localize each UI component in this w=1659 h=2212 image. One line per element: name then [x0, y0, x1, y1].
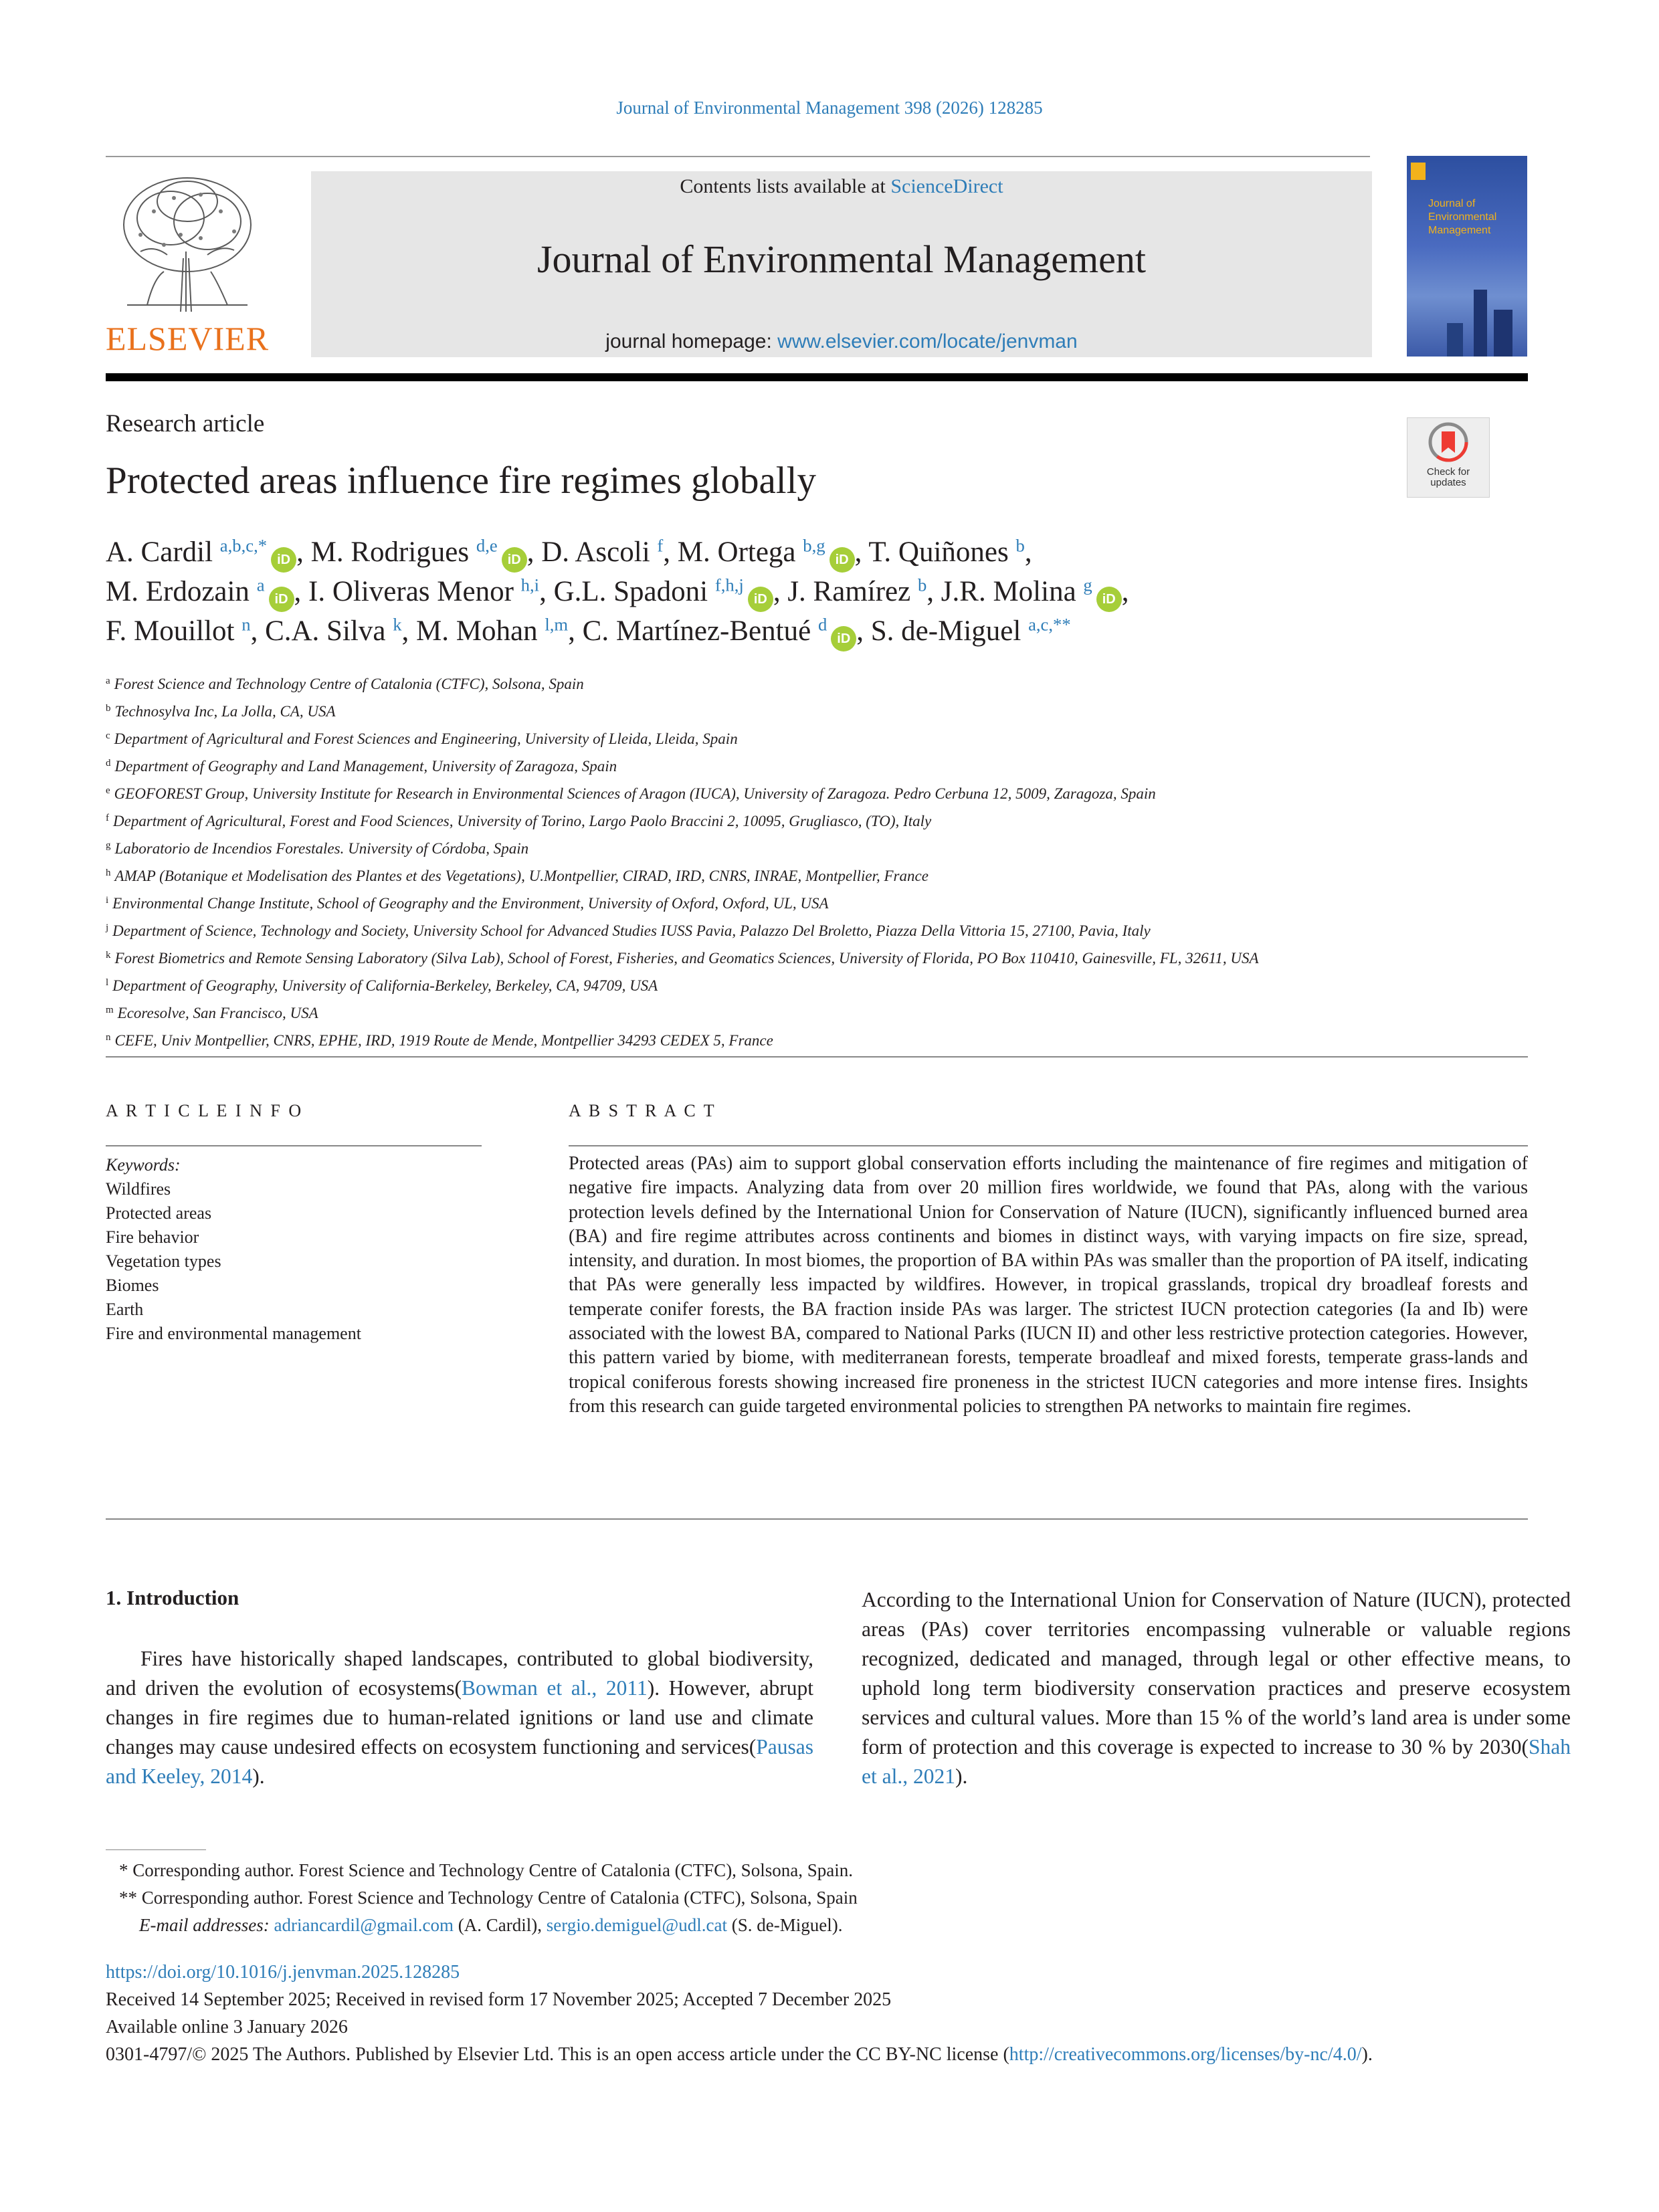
author-affiliation-marks[interactable]: b — [917, 575, 927, 595]
available-online: Available online 3 January 2026 — [106, 2017, 348, 2037]
orcid-icon[interactable]: iD — [1096, 587, 1122, 612]
affiliation — [106, 669, 1531, 696]
email-link[interactable]: sergio.demiguel@udl.cat — [546, 1915, 728, 1935]
elsevier-tree-icon — [100, 171, 274, 318]
affiliation-key: d — [106, 758, 111, 769]
keyword: Vegetation types — [106, 1251, 221, 1271]
orcid-icon[interactable]: iD — [831, 626, 856, 651]
affiliation — [106, 1025, 1531, 1053]
affiliation — [106, 916, 1531, 943]
intro-text: ). However, abrupt changes in fire regimes due to human-related ignitions or land use and climate changes may cause undesired effects on ecosystem functioning and services( — [106, 1676, 813, 1758]
affiliation-text: CEFE, Univ Montpellier, CNRS, EPHE, IRD, 1919 Route de Mende, Montpellier 34293 CEDEX 5, France — [114, 1032, 773, 1049]
author-name[interactable]: J. Ramírez — [787, 576, 911, 607]
affiliation-text: Department of Agricultural and Forest Sciences and Engineering, University of Lleida, Lleida, Spain — [114, 730, 738, 747]
author-name[interactable]: G.L. Spadoni — [553, 576, 708, 607]
author-list: A. Cardil $^{a,b,c,*}$iD , M. Rodrigues $^{d,e}$iD , D. Ascoli $^f$, M. Ortega $^{b,g}$iD , T. Quiñones $^b$, M. Erdozain $^a$iD , I. Oliveras Menor $^{h,i}$, G.L. Spadoni $^{f,h,j}$iD , J. Ramírez $^b$, J.R. Molina $^g$iD , F. Mouillot $^n$, C.A. Silva $^k$, M. Mohan $^{l,m}$, C. Martínez-Bentué $^d$iD , S. de-Miguel $^{a,c,**}$ — [106, 533, 1537, 651]
license-line — [106, 2041, 1531, 2068]
journal-title: Journal of Environmental Management — [536, 237, 1147, 281]
affiliation — [106, 943, 1531, 971]
abstract-text: Protected areas (PAs) aim to support global conservation efforts including the maintenance of fire regimes and mitigation of negative fire impacts. Analyzing data from over 20 million fires worldwide, we found that PAs, along with the various protection levels defined by the International Union for Conservation of Nature (IUCN), significantly influenced burned area (BA) and fire regime attributes across continents and biomes in distinct ways, with varying impacts on fire size, spread, intensity, and duration. In most biomes, the proportion of BA within PAs was smaller than the proportion of PA itself, indicating that PAs were generally less impacted by wildfires. However, in tropical grasslands, tropical dry broadleaf forests and temperate conifer forests, the BA fraction inside PAs was larger. The strictest IUCN protection categories (Ia and Ib) were associated with the lowest BA, compared to National Parks (IUCN II) and other less restrictive protection categories. However, this pattern varied by biome, with mediterranean forests, temperate broadleaf and mixed forests, temperate grass-lands and tropical coniferous forests showing increased fire proneness in the strictest IUCN categories and more intense fires. Insights from this research can guide targeted environmental policies to strengthen PA networks to maintain fire regimes. — [569, 1153, 1528, 1417]
author-name[interactable]: S. de-Miguel — [870, 615, 1021, 647]
contents-line — [311, 175, 1372, 198]
keywords-block — [106, 1153, 361, 1346]
orcid-icon[interactable]: iD — [830, 547, 855, 573]
homepage-line — [311, 330, 1372, 353]
author-name[interactable]: M. Mohan — [416, 615, 538, 647]
keyword: Fire and environmental management — [106, 1324, 361, 1343]
keywords-label: Keywords: — [106, 1155, 181, 1175]
keyword: Earth — [106, 1300, 144, 1319]
author-name[interactable]: M. Erdozain — [106, 576, 250, 607]
author-affiliation-marks[interactable]: b — [1015, 535, 1025, 556]
orcid-icon[interactable]: iD — [271, 547, 296, 573]
author-affiliation-marks[interactable]: a,b,c,* — [219, 535, 268, 556]
keyword: Wildfires — [106, 1179, 171, 1199]
intro-text: ). — [955, 1765, 968, 1788]
section-heading-introduction: 1. Introduction — [106, 1586, 239, 1609]
author-affiliation-marks[interactable]: f — [657, 535, 664, 556]
keyword: Biomes — [106, 1276, 159, 1295]
author-name[interactable]: T. Quiñones — [868, 536, 1009, 568]
affiliation-text: Department of Agricultural, Forest and Food Sciences, University of Torino, Largo Paolo Braccini 2, 10095, Grugliasco, (TO), Italy — [113, 813, 932, 829]
check-updates-line1: Check for — [1426, 466, 1470, 478]
affiliation — [106, 696, 1531, 724]
affiliation-text: Department of Geography, University of California-Berkeley, Berkeley, CA, 94709, USA — [112, 977, 658, 994]
author-name[interactable]: C. Martínez-Bentué — [582, 615, 811, 647]
orcid-icon[interactable]: iD — [748, 587, 773, 612]
corresponding-author-1: * Corresponding author. Forest Science and Technology Centre of Catalonia (CTFC), Solsona, Spain. — [119, 1860, 853, 1880]
masthead-box — [311, 171, 1372, 357]
header-top-rule — [106, 156, 1370, 157]
footnote-rule — [106, 1849, 206, 1850]
affiliation-text: Forest Science and Technology Centre of Catalonia (CTFC), Solsona, Spain — [114, 676, 584, 692]
email-link[interactable]: adriancardil@gmail.com — [274, 1915, 454, 1935]
email-label: E-mail addresses: — [139, 1915, 270, 1935]
citation-link[interactable]: Shah et al., 2021 — [862, 1735, 1571, 1788]
article-info-rule — [106, 1145, 482, 1146]
author-affiliation-marks[interactable]: a,c,** — [1028, 614, 1071, 635]
elsevier-wordmark: ELSEVIER — [105, 320, 270, 357]
citation-link[interactable]: Pausas and Keeley, 2014 — [106, 1735, 813, 1788]
publication-info — [106, 1958, 1531, 2068]
author-name[interactable]: F. Mouillot — [106, 615, 235, 647]
affiliation-key: f — [106, 813, 109, 823]
author-affiliation-marks[interactable]: g — [1083, 575, 1092, 595]
license-text: ). — [1361, 2044, 1373, 2065]
author-name[interactable]: M. Rodrigues — [310, 536, 470, 568]
affiliation-key: m — [106, 1005, 114, 1015]
check-updates-line2: updates — [1430, 477, 1466, 488]
email-owner: (A. Cardil), — [458, 1915, 542, 1935]
affiliation-key: n — [106, 1032, 111, 1043]
affiliations-rule — [106, 1056, 1528, 1058]
author-affiliation-marks[interactable]: d — [817, 614, 827, 635]
affiliation-key: e — [106, 785, 110, 796]
contents-prefix: Contents lists available at — [680, 175, 886, 197]
intro-text: According to the International Union for Conservation of Nature (IUCN), protected areas (PAs) cover territories encompassing vulnerable or valuable regions recognized, dedicated and managed, through legal or other effective means, to uphold long term biodiversity conservation practices and preserve ecosystem services and cultural values. More than 15 % of the world’s land area is under some form of protection and this coverage is expected to increase to 30 % by 2030( — [862, 1588, 1571, 1758]
affiliation — [106, 779, 1531, 806]
author-affiliation-marks[interactable]: f,h,j — [714, 575, 744, 595]
author-name[interactable]: A. Cardil — [106, 536, 213, 568]
cover-building — [1494, 310, 1512, 357]
affiliation — [106, 751, 1531, 779]
author-name[interactable]: D. Ascoli — [541, 536, 650, 568]
affiliation-key: l — [106, 977, 109, 988]
email-owner: (S. de-Miguel). — [731, 1915, 843, 1935]
received-dates: Received 14 September 2025; Received in revised form 17 November 2025; Accepted 7 December 2025 — [106, 1989, 892, 2010]
affiliation-key: c — [106, 730, 110, 741]
cover-building — [1474, 290, 1487, 357]
article-type: Research article — [106, 410, 265, 437]
article-info-heading: A R T I C L E I N F O — [106, 1101, 304, 1120]
check-updates-badge[interactable] — [1407, 417, 1490, 498]
license-text: 0301-4797/© 2025 The Authors. Published by Elsevier Ltd. This is an open access article under the CC BY-NC license ( — [106, 2044, 1009, 2065]
affiliation-text: Laboratorio de Incendios Forestales. University of Córdoba, Spain — [114, 840, 529, 857]
intro-text: ). — [252, 1765, 265, 1788]
citation-link[interactable]: Bowman et al., 2011 — [461, 1676, 648, 1700]
sciencedirect-link[interactable]: ScienceDirect — [890, 175, 1003, 197]
affiliation — [106, 888, 1531, 916]
article-title: Protected areas influence fire regimes globally — [106, 460, 816, 502]
elsevier-logo — [100, 171, 274, 359]
doi-link[interactable]: https://doi.org/10.1016/j.jenvman.2025.128285 — [106, 1962, 460, 1983]
affiliation-list — [106, 669, 1531, 1053]
affiliation — [106, 861, 1531, 888]
affiliation-key: a — [106, 676, 110, 686]
abstract-heading: A B S T R A C T — [569, 1101, 716, 1120]
affiliation-text: Department of Geography and Land Management, University of Zaragoza, Spain — [114, 758, 617, 775]
orcid-icon[interactable]: iD — [502, 547, 527, 573]
affiliation-text: Department of Science, Technology and Society, University School for Advanced Studies IUSS Pavia, Palazzo Del Broletto, Piazza Della Vittoria 15, 27100, Pavia, Italy — [112, 922, 1151, 939]
affiliation-text: Technosylva Inc, La Jolla, CA, USA — [114, 703, 336, 720]
author-affiliation-marks[interactable]: d,e — [476, 535, 498, 556]
intro-text: Fires have historically shaped landscapes, contributed to global biodiversity, and driven the evolution of ecosystems( — [106, 1647, 813, 1700]
license-link[interactable]: http://creativecommons.org/licenses/by-nc/4.0/ — [1009, 2044, 1362, 2065]
journal-cover[interactable] — [1407, 156, 1527, 357]
homepage-link[interactable]: www.elsevier.com/locate/jenvman — [777, 330, 1078, 353]
author-name[interactable]: M. Ortega — [677, 536, 796, 568]
author-name[interactable]: I. Oliveras Menor — [308, 576, 514, 607]
affiliation — [106, 724, 1531, 751]
email-line — [119, 1912, 858, 1939]
author-affiliation-marks[interactable]: b,g — [803, 535, 825, 556]
homepage-prefix: journal homepage: — [605, 330, 772, 353]
cover-building — [1447, 323, 1463, 357]
author-affiliation-marks[interactable]: n — [241, 614, 251, 635]
abstract-rule — [569, 1145, 1528, 1146]
journal-citation[interactable]: Journal of Environmental Management 398 (2026) 128285 — [616, 98, 1043, 118]
orcid-icon[interactable]: iD — [269, 587, 294, 612]
affiliation-text: AMAP (Botanique et Modelisation des Plantes et des Vegetations), U.Montpellier, CIRAD, IRD, CNRS, INRAE, Montpellier, France — [114, 868, 929, 884]
abstract-end-rule — [106, 1518, 1528, 1520]
intro-left-paragraph — [106, 1644, 813, 1791]
author-name[interactable]: J.R. Molina — [941, 576, 1076, 607]
affiliation — [106, 971, 1531, 998]
masthead-thick-rule — [106, 373, 1528, 381]
affiliation — [106, 998, 1531, 1025]
affiliation — [106, 833, 1531, 861]
author-affiliation-marks[interactable]: l,m — [545, 614, 569, 635]
affiliation-key: h — [106, 868, 111, 878]
author-name[interactable]: C.A. Silva — [265, 615, 386, 647]
cover-logo-block — [1411, 163, 1426, 180]
author-affiliation-marks[interactable]: a — [256, 575, 265, 595]
affiliation-key: j — [106, 922, 109, 933]
affiliation — [106, 806, 1531, 833]
affiliation-key: b — [106, 703, 111, 714]
intro-right-paragraph — [862, 1585, 1571, 1791]
author-affiliation-marks[interactable]: k — [393, 614, 402, 635]
affiliation-text: Ecoresolve, San Francisco, USA — [117, 1005, 318, 1021]
cover-title: Journal of Environmental Management — [1428, 198, 1497, 236]
keyword: Protected areas — [106, 1203, 212, 1223]
keyword: Fire behavior — [106, 1227, 199, 1247]
affiliation-key: g — [106, 840, 111, 851]
affiliation-text: Forest Biometrics and Remote Sensing Laboratory (Silva Lab), School of Forest, Fisheries, and Geomatics Sciences, University of Florida, PO Box 110410, Gainesville, FL, 32611, USA — [114, 950, 1259, 967]
affiliation-key: k — [106, 950, 111, 961]
affiliation-text: Environmental Change Institute, School of Geography and the Environment, University of Oxford, Oxford, UL, USA — [112, 895, 829, 912]
affiliation-key: i — [106, 895, 109, 906]
author-affiliation-marks[interactable]: h,i — [520, 575, 540, 595]
affiliation-text: GEOFOREST Group, University Institute for Research in Environmental Sciences of Aragon (IUCA), University of Zaragoza. Pedro Cerbuna 12, 5009, Zaragoza, Spain — [114, 785, 1156, 802]
corresponding-author-2: ** Corresponding author. Forest Science and Technology Centre of Catalonia (CTFC), Solsona, Spain — [119, 1888, 858, 1908]
check-updates-icon — [1428, 422, 1468, 464]
footnotes — [119, 1857, 858, 1939]
